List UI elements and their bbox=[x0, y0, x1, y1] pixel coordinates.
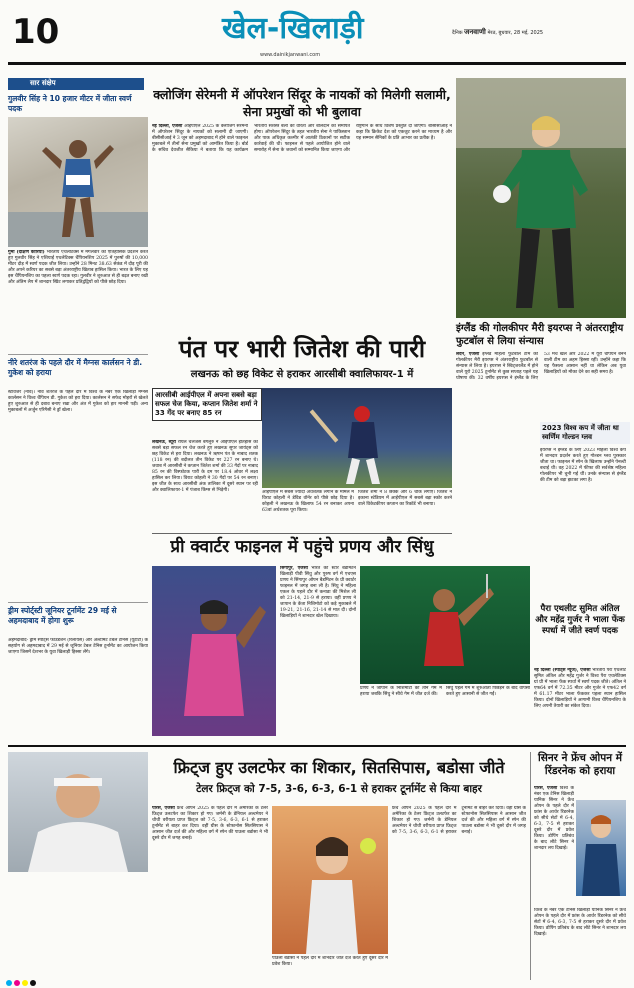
paper-prefix: दैनिक bbox=[452, 30, 463, 36]
fritz-rule bbox=[8, 745, 626, 747]
sidebar-body-1 bbox=[8, 250, 148, 350]
sindhu-figure bbox=[152, 566, 276, 736]
pranoy-photo bbox=[360, 566, 530, 684]
sinner-photo bbox=[576, 800, 626, 896]
page-number: 10 bbox=[12, 12, 60, 52]
goalkeeper-photo bbox=[456, 78, 626, 318]
sidebar-headline-1: गुलवीर सिंह ने 10 हजार मीटर में जीता स्वर्ण पदक bbox=[8, 94, 132, 113]
jitesh-caption: आईपीएल में सबसे ज्यादा अर्धशतक लगाने के मामले में विराट कोहली ने डेविड वॉर्नर को पीछे छोड़ दिया है। कोहली ने लखनऊ के खिलाफ 54 रन बनाकर अपना 63वां अर्धशतक पूरा किया। bbox=[262, 490, 354, 513]
sidebar-body-2: स्टावेंजर (नॉर्वे)। नॉर्वे शतरंज के पहले दौर में विश्व के नंबर एक खिलाड़ी मैग्नस कार्लसन ने विश्व चैंपियन डी. गुकेश को हरा दिया। कार्लसन ने सफेद मोहरों से खेलते हुए शुरुआत से ही दबाव बनाए रखा और अंत में गुकेश को हार माननी पड़ी। अन्य मुकाबलों में अर्जुन एरिगैसी ने ड्रॉ खेला। bbox=[8, 390, 148, 413]
goalkeeper-dateline: लंदन, एजेंसी bbox=[456, 352, 480, 357]
dateline: मेरठ, बुधवार, 28 मई, 2025 bbox=[487, 30, 544, 36]
masthead-meta bbox=[452, 28, 543, 37]
jitesh-box-text: आरसीबी आईपीएल में अपना सबसे बड़ा सफल चेज किया, कप्तान जितेश शर्मा ने 33 गेंद पर बनाए 85 रन bbox=[155, 391, 258, 417]
jitesh-body-text: रॉयल चैलेंजर्स बेंगलुरु ने आईपीएल इतिहास का सबसे बड़ा सफल रन चेज करते हुए लखनऊ सुपर जायंट्स को छह विकेट से हरा दिया। लखनऊ ने ऋषभ पंत के नाबाद शतक (118 रन) की बदौलत तीन विकेट पर 227 रन बनाए थे। जवाब में आरसीबी ने कप्तान जितेश शर्मा की 33 गेंदों पर नाबाद 85 रन की विस्फोटक पारी के दम पर 18.4 ओवर में लक्ष्य हासिल कर लिया। विराट कोहली ने 30 गेंदों पर 54 रन बनाए। इस जीत के साथ आरसीबी अंक तालिका में दूसरे स्थान पर रही और क्वालिफायर-1 में पंजाब किंग्स से भिड़ेगी। bbox=[152, 440, 258, 493]
fritz-subhead: टेलर फ्रिट्ज को 7-5, 3-6, 6-3, 6-1 से हराकर टूर्नामेंट से किया बाहर bbox=[196, 783, 482, 795]
sindhu-photo bbox=[152, 566, 276, 736]
jitesh-photo bbox=[262, 388, 452, 488]
pranoy-dateline: सिंगापुर, एजेंसी bbox=[280, 566, 308, 571]
sidebar-headline-3: ड्रीम स्पोर्ट्स्टी जूनियर टूर्नामेंट 29 मई से अहमदाबाद में होगा शुरू bbox=[8, 606, 117, 625]
top-story-body-text: आईपीएल 2025 के क्लोजिंग सेरेमनी में ऑपरेशन सिंदूर के नायकों को सलामी दी जाएगी। बीसीसीआई ने 3 जून को अहमदाबाद में होने वाले फाइनल मुकाबले में तीनों सेना प्रमुखों को आमंत्रित किया है। बोर्ड के सचिव देवजीत सैकिया ने बताया कि यह कार्यक्रम भारतीय सशस्त्र बलों की वीरता और बलिदान को समर्पित होगा। ऑपरेशन सिंदूर के तहत भारतीय सेना ने पाकिस्तान और पाक अधिकृत कश्मीर में आतंकी ठिकानों पर सटीक कार्रवाई की थी। फाइनल से पहले आयोजित होने वाले समारोह में सेना के जवानों को सम्मानित किया जाएगा और राष्ट्रगान के साथ विशेष प्रस्तुति दी जाएगी। बीसीसीआई ने कहा कि क्रिकेट देश को एकजुट करने का माध्यम है और यह सम्मान सैनिकों के प्रति आभार का प्रतीक है। bbox=[152, 124, 452, 153]
jitesh-rule bbox=[152, 533, 452, 534]
fritz-body-text: फ्रेंच ओपन 2025 के पहले दौर में अमेरिका के टेलर फ्रिट्ज उलटफेर का शिकार हो गए। जर्मनी के डेनियल अल्टमेयर ने चौथी वरीयता प्राप्त फ्रिट्ज को 7-5, 3-6, 6-3, 6-1 से हराकर टूर्नामेंट से बाहर कर दिया। वहीं ग्रीस के स्टेफानोस सितसिपास ने आसान जीत दर्ज की और महिला वर्ग में स्पेन की पाउला बडोसा ने भी दूसरे दौर में जगह बनाई। bbox=[152, 806, 268, 841]
sinner-body bbox=[534, 786, 574, 906]
pranoy-body bbox=[280, 566, 356, 736]
goalkeeper-subhead-text: 2023 विश्व कप में जीता था स्वर्णिम गोल्डन ग्लव bbox=[542, 424, 619, 441]
fritz-body-continued bbox=[392, 806, 526, 976]
sinner-figure bbox=[576, 800, 626, 896]
fritz-headline: फ्रिट्ज हुए उलटफेर का शिकार, सितसिपास, बडोसा जीते bbox=[173, 758, 505, 777]
top-story-body bbox=[152, 124, 452, 326]
fritz-photo bbox=[8, 752, 148, 872]
section-title: खेल-खिलाड़ी bbox=[222, 11, 364, 46]
jitesh-box bbox=[152, 388, 262, 421]
athletics-headline: पैरा एथलीट सुमित अंतिल और महेंद्र गुर्जर ने भाला फेंक स्पर्धा में जीते स्वर्ण पदक bbox=[535, 604, 625, 636]
registration-mark-cyan bbox=[6, 980, 12, 986]
jitesh-subhead: लखनऊ को छह विकेट से हराकर आरसीबी क्वालिफायर-1 में bbox=[190, 369, 414, 380]
fritz-dateline: पेरिस, एजेंसी bbox=[152, 806, 175, 811]
pranoy-figure bbox=[360, 566, 530, 684]
athletics-body-text: भारतीय पैरा एथलीट सुमित अंतिल और महेंद्र गुर्जर ने विश्व पैरा एथलेटिक्स ग्रां प्री में भाला फेंक स्पर्धा में स्वर्ण पदक जीते। अंतिल ने एफ64 वर्ग में 72.35 मीटर और गुर्जर ने एफ42 वर्ग में 61.17 मीटर भाला फेंककर पहला स्थान हासिल किया। दोनों खिलाड़ियों ने आगामी विश्व चैंपियनशिप के लिए अपनी तैयारी का संकेत दिया। bbox=[534, 668, 626, 709]
pranoy-caption-2: सिंधु पहले गेम में शुरुआती पिछड़ने के बाद वापसी करते हुए आसानी से जीत गईं। bbox=[446, 686, 530, 697]
sinner-body-continued: विश्व के नंबर एक टेनिस खिलाड़ी यानिक सिनर ने फ्रेंच ओपन के पहले दौर में फ्रांस के आर्थर रिंडरनेक को सीधे सेटों में 6-4, 6-3, 7-5 से हराकर दूसरे दौर में प्रवेश किया। डोपिंग प्रतिबंध के बाद लौटे सिनर ने शानदार लय दिखाई। bbox=[534, 908, 626, 937]
sinner-body-text: विश्व के नंबर एक टेनिस खिलाड़ी यानिक सिनर ने फ्रेंच ओपन के पहले दौर में फ्रांस के आर्थर रिंडरनेक को सीधे सेटों में 6-4, 6-3, 7-5 से हराकर दूसरे दौर में प्रवेश किया। डोपिंग प्रतिबंध के बाद लौटे सिनर ने शानदार लय दिखाई। bbox=[534, 786, 574, 851]
jitesh-caption-2: जितेश शर्मा ने 8 छक्के और 6 चौके लगाए। जितेश ने इकाना स्टेडियम में आईपीएल में सबसे बड़ा स्कोर करने वाले विकेटकीपर कप्तान का रिकॉर्ड भी बनाया। bbox=[358, 490, 452, 507]
sidebar-label bbox=[8, 78, 144, 90]
badosa-figure bbox=[272, 806, 388, 954]
sidebar-caption-1: गुमी (दक्षिण कोरिया) bbox=[8, 250, 45, 255]
sidebar-body-1-text: भारतीय एथलेटिक्स में मंगलवार को ऐतिहासिक प्रदर्शन करते हुए गुलवीर सिंह ने एशियाई एथलेटिक्स चैंपियनशिप 2025 में पुरुषों की 10,000 मीटर दौड़ में स्वर्ण पदक जीत लिया। उन्होंने 28 मिनट 38.63 सेकंड में दौड़ पूरी की और अपने करियर का सबसे बड़ा अंतरराष्ट्रीय खिताब हासिल किया। भारत के लिए यह इस चैंपियनशिप का पहला स्वर्ण पदक रहा। गुलवीर ने शुरुआत से ही बढ़त बनाए रखी और अंतिम लैप में शानदार स्प्रिंट लगाकर प्रतिद्वंद्वियों को पीछे छोड़ दिया। bbox=[8, 250, 148, 285]
top-story-dateline: नई दिल्ली, एजेंसी bbox=[152, 124, 183, 129]
goalkeeper-subhead bbox=[540, 422, 630, 444]
sidebar-label-text: सार संक्षेप bbox=[30, 79, 56, 87]
sinner-vrule bbox=[530, 752, 531, 980]
fritz-figure bbox=[8, 752, 148, 872]
sidebar-body-3: अहमदाबाद- ड्रीम स्पोर्ट्स फाउंडेशन (रिलायंस) और अल्टीमेट टेबल टेनिस (यूटीटी) के सहयोग से अहमदाबाद में 29 मई से जूनियर टेबल टेनिस टूर्नामेंट का आयोजन किया जाएगा जिसमें देशभर के युवा खिलाड़ी हिस्सा लेंगे। bbox=[8, 638, 148, 655]
goalkeeper-sub-body: इयरप्स ने इंग्लैंड के लिए 2023 महिला विश्व कप में शानदार प्रदर्शन करते हुए गोल्डन ग्लव पुरस्कार जीता था। फाइनल में स्पेन के खिलाफ उन्होंने पेनल्टी बचाई थी। वह 2022 में फीफा की सर्वश्रेष्ठ महिला गोलकीपर भी चुनी गई थीं। उनके संन्यास से इंग्लैंड की टीम को बड़ा झटका लगा है। bbox=[540, 448, 626, 483]
pranoy-body-text: भारत की स्टार बैडमिंटन खिलाड़ी पीवी सिंधु और पुरुष वर्ग में एचएस प्रणय ने सिंगापुर ओपन बैडमिंटन के प्री क्वार्टर फाइनल में जगह बना ली है। सिंधु ने महिला एकल के पहले दौर में कनाडा की मिशेल ली को 21-14, 21-9 से हराया। वहीं प्रणय ने जापान के केंता निशिमोटो को कड़े मुकाबले में 19-21, 21-16, 21-14 से मात दी। दोनों खिलाड़ियों ने शानदार खेल दिखाया। bbox=[280, 566, 356, 619]
registration-mark-yellow bbox=[22, 980, 28, 986]
sinner-dateline: पेरिस, एजेंसी bbox=[534, 786, 558, 791]
sinner-headline: सिनर ने फ्रेंच ओपन में रिंडरनेक को हराया bbox=[538, 752, 622, 777]
sidebar-divider bbox=[8, 354, 148, 355]
website-label: www.dainikjanwani.com bbox=[260, 52, 321, 58]
sidebar-divider-2 bbox=[8, 602, 148, 603]
pranoy-headline: प्री क्वार्टर फाइनल में पहुंचे प्रणय और सिंधु bbox=[170, 537, 434, 557]
fritz-body bbox=[152, 806, 268, 958]
jitesh-headline: पंत पर भारी जितेश की पारी bbox=[178, 335, 426, 363]
header-rule bbox=[8, 62, 626, 65]
gulveer-photo bbox=[8, 117, 148, 247]
goalkeeper-headline: इंग्लैंड की गोलकीपर मैरी इयरप्स ने अंतरराष्ट्रीय फुटबॉल से लिया संन्यास bbox=[456, 323, 624, 347]
top-story-headline: क्लोजिंग सेरेमनी में ऑपरेशन सिंदूर के नायकों को मिलेगी सलामी, सेना प्रमुखों को भी बुलावा bbox=[153, 87, 451, 119]
fritz-body-continued-text: फ्रेंच ओपन 2025 के पहले दौर में अमेरिका के टेलर फ्रिट्ज उलटफेर का शिकार हो गए। जर्मनी के डेनियल अल्टमेयर ने चौथी वरीयता प्राप्त फ्रिट्ज को 7-5, 3-6, 6-3, 6-1 से हराकर टूर्नामेंट से बाहर कर दिया। वहीं ग्रीस के स्टेफानोस सितसिपास ने आसान जीत दर्ज की और महिला वर्ग में स्पेन की पाउला बडोसा ने भी दूसरे दौर में जगह बनाई। bbox=[392, 806, 526, 835]
fritz-caption: पाउला बडोसा ने पहले दौर में शानदार जीत दर्ज करते हुए दूसरे दौर में प्रवेश किया। bbox=[272, 956, 388, 967]
pranoy-caption: प्रणय ने जापान के निशिमोटो को तीन गेम में हराया जबकि सिंधु ने सीधे गेम में जीत दर्ज की। bbox=[360, 686, 442, 697]
runner-figure bbox=[8, 117, 148, 247]
registration-mark-black bbox=[30, 980, 36, 986]
badosa-photo bbox=[272, 806, 388, 954]
goalkeeper-figure bbox=[456, 78, 626, 318]
batsman-figure bbox=[262, 388, 452, 488]
athletics-dateline: नई दिल्ली (स्पोर्ट्स न्यूज), एजेंसी bbox=[534, 668, 591, 673]
jitesh-dateline: लखनऊ, ब्यूरो bbox=[152, 440, 176, 445]
goalkeeper-body-text: इंग्लैंड महिला फुटबॉल टीम की गोलकीपर मैरी इयरप्स ने अंतरराष्ट्रीय फुटबॉल से संन्यास ले लिया है। इयरप्स ने स्विट्जरलैंड में होने वाले यूरो 2025 टूर्नामेंट से कुछ सप्ताह पहले यह घोषणा की। 32 वर्षीय इयरप्स ने इंग्लैंड के लिए 53 मैच खेले और 2022 में यूरो चैंपियन बनने वाली टीम का अहम हिस्सा रहीं। उन्होंने कहा कि यह फैसला आसान नहीं था लेकिन अब युवा खिलाड़ियों को मौका देने का सही समय है। bbox=[456, 352, 626, 381]
sidebar-headline-2: नीरे शतरंज के पहले दौर में मैग्नस कार्लसन ने डी. गुकेश को हराया bbox=[8, 358, 143, 377]
registration-mark-magenta bbox=[14, 980, 20, 986]
paper-name: जनवाणी bbox=[464, 28, 486, 36]
